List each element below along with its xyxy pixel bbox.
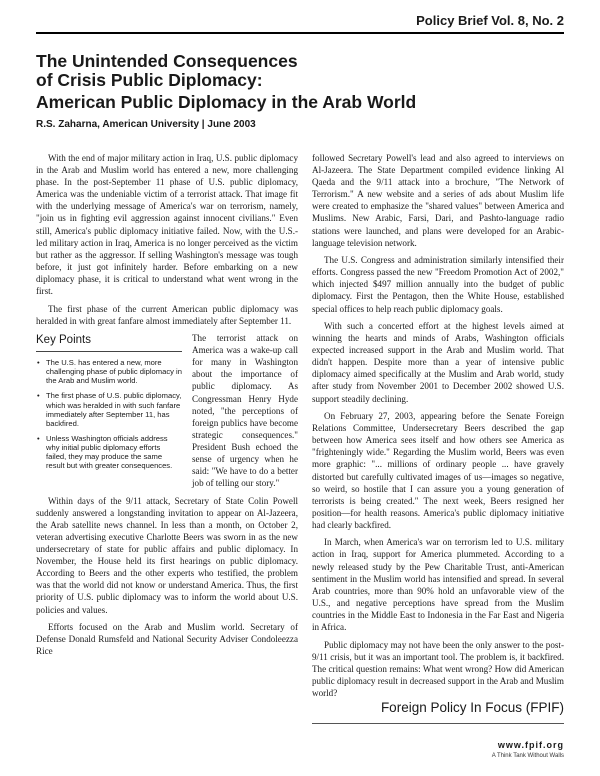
key-point: • Unless Washington officials address why initial public diplomacy efforts failed, they may produce the same result but with greater consequences. — [36, 434, 182, 470]
paragraph: In March, when America's war on terrorism led to U.S. military action in Iraq, support for America plummeted. According to a newly released study by the Pew Charitable Trust, anti-American sentiment in the Muslim world has intensified and spread. In several Arab countries, more than 90% hold an unfavorable view of the U.S., and negative perceptions have spread from the Muslim countries in the Middle East to Indonesia in the Far East and Nigeria in Africa. — [312, 537, 564, 633]
key-points-heading: Key Points — [36, 334, 91, 347]
left-column — [36, 152, 298, 663]
paragraph: Efforts focused on the Arab and Muslim world. Secretary of Defense Donald Rumsfeld and National Security Adviser Condoleezza Rice — [36, 622, 298, 657]
key-point: • The U.S. has entered a new, more challenging phase of public diplomacy in the Arab and Muslim world. — [36, 358, 182, 385]
paragraph: The first phase of the current American public diplomacy was heralded in with great fanfare almost immediately after September 11. — [36, 303, 298, 326]
footer-divider — [312, 723, 564, 724]
paragraph: Within days of the 9/11 attack, Secretary of State Colin Powell suddenly answered a longstanding invitation to appear on Al-Jazeera, the Arab satellite news channel. In less than a month, on October 2, veteran advertising executive Charlotte Beers was sworn in as the new undersecretary of state for public affairs and public diplomacy. In November, the House held its first hearings on public diplomacy. According to Beers and the other experts who testified, the problem was that the world did not know or understand America. Thus, the first priority of U.S. public diplomacy was to inform the world about U.S. policies and values. — [36, 495, 298, 615]
right-column — [312, 152, 564, 704]
paragraph: With the end of major military action in Iraq, U.S. public diplomacy in the Arab and Muslim world has entered a new, more challenging phase. In the post-September 11 phase of U.S. public diplomacy, America was the undeniable victim of a terrorist attack. That image fit with the underlying message of America's war on terrorism, namely, "join us in fighting evil aggression against innocent civilians." Even still, America's public diplomacy initiative failed. Now, with the U.S.-led military action in Iraq, America is no longer perceived as the victim but rather as the aggressor. If selling Washington's message was tough before, it just got infinitely harder. Before embarking on a new diplomacy phase, it is critical to understand what went wrong in the first. — [36, 153, 298, 297]
paragraph: Public diplomacy may not have been the only answer to the post-9/11 crisis, but it was an important tool. The problem is, it backfired. The critical question remains: What went wrong? How did American public diplomacy result in decreased support in the Arab and Muslim world? — [312, 639, 564, 698]
title-line-2: of Crisis Public Diplomacy: — [36, 70, 263, 90]
footer-url[interactable]: www.fpif.org — [497, 740, 564, 750]
footer-organization: Foreign Policy In Focus (FPIF) — [380, 700, 564, 715]
key-points-box — [36, 334, 182, 476]
paragraph: With such a concerted effort at the highest levels aimed at winning the hearts and minds of Arabs, Washington officials expected increased support in the Arab and Muslim world. That didn't happen. Despite more than a year of intensive public diplomacy aimed specifically at the Muslim and Arab world, study after study from November 2001 to December 2002 showed U.S. support steadily declining. — [312, 321, 564, 404]
paragraph: The U.S. Congress and administration similarly intensified their efforts. Congress passed the new "Freedom Promotion Act of 2002," which injected $497 million annually into the budget of public diplomacy. First the Pentagon, then the White House, established special offices to help reach public diplomacy goals. — [312, 255, 564, 314]
title-line-1: The Unintended Consequences — [36, 51, 298, 71]
footer-tagline: A Think Tank Without Walls — [491, 753, 564, 759]
paragraph: On February 27, 2003, appearing before the Senate Foreign Relations Committee, Undersecretary Beers described the gap between how America sees itself and how others see America as "frighteningly wide." Regarding the Muslim world, Beers was even more graphic: "... millions of ordinary people ... have gravely distorted but carefully cultivated images of us—images so negative, so weird, so hostile that I can assure you a young generation of terrorists is being created." The next week, Beers resigned her position—for health reasons. America's public diplomacy initiative had clearly backfired. — [312, 411, 564, 530]
key-points-list — [36, 358, 182, 470]
subtitle: American Public Diplomacy in the Arab World — [36, 92, 417, 112]
paragraph: The terrorist attack on America was a wake-up call for many in Washington about the importance of public diplomacy. As Congressman Henry Hyde noted, "the perceptions of foreign publics have become strategic consequences." President Bush echoed the sense of urgency when he said: "We have to do a better job of telling our story." — [192, 333, 298, 489]
series-label: Policy Brief Vol. 8, No. 2 — [416, 13, 564, 28]
paragraph: followed Secretary Powell's lead and also agreed to interviews on Al-Jazeera. The State Department compiled evidence linking Al Qaeda and the 9/11 attack into a brochure, "The Network of Terrorism." A new website and a series of ads about Muslim life were created to emphasize the "shared values" between America and Muslims. New Arabic, Farsi, Dari, and Pashto-language radio stations were launched, and plans were developed for an Arabic-language television network. — [312, 153, 564, 248]
key-points-divider — [36, 351, 182, 352]
title-block — [36, 52, 564, 130]
key-point: • The first phase of U.S. public diplomacy, which was heralded in with such fanfare immediately after September 11, has backfired. — [36, 391, 182, 427]
byline: R.S. Zaharna, American University | June 2003 — [36, 119, 256, 130]
header-divider — [36, 32, 564, 34]
